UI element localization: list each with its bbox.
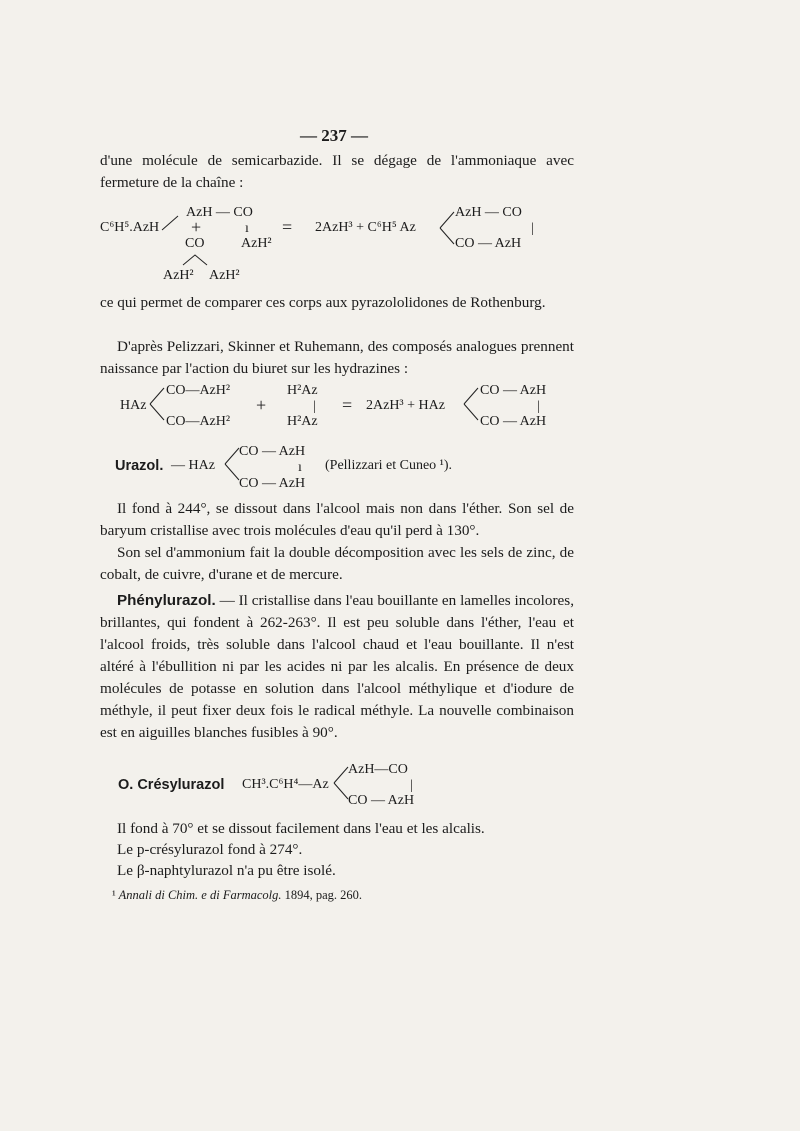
formula1-ring-bottom: CO — AzH	[455, 236, 522, 251]
cresylurazol-formula: CH³.C⁶H⁴—Az	[242, 777, 329, 792]
formula1-bottom-co: CO	[185, 236, 205, 251]
paragraph-phenylurazol	[100, 590, 574, 744]
cresylurazol-bar: |	[410, 778, 413, 793]
formula1-bottom-azh2: AzH²	[241, 236, 272, 251]
formula2-product: 2AzH³ + HAz	[366, 398, 445, 413]
formula1-bar: ı	[245, 221, 249, 236]
intro-paragraph: d'une molécule de semicarbazide. Il se dégage de l'ammoniaque avec fermeture de la chaîne :	[100, 152, 574, 191]
formula2-top: CO—AzH²	[166, 383, 231, 398]
page-number: — 237 —	[300, 126, 368, 145]
paragraph-cresylurazol-melting: Il fond à 70° et se dissout facilement dans l'eau et les alcalis.	[117, 820, 485, 837]
formula2-bottom: CO—AzH²	[166, 414, 231, 429]
formula-semicarbazide	[100, 200, 580, 290]
paragraph-p-cresylurazol: Le p-crésylurazol fond à 274°.	[117, 841, 303, 858]
cresylurazol-name: O. Crésylurazol	[118, 777, 225, 793]
formula2-h2az-top: H²Az	[287, 383, 318, 398]
formula2-ring-bonds	[462, 384, 482, 424]
formula2-bar: |	[313, 399, 316, 414]
footnote-source: Annali di Chim. e di Farmacolg.	[118, 888, 282, 902]
formula-biuret	[100, 380, 580, 430]
formula2-ring-bar: |	[537, 399, 540, 414]
formula-cresylurazol	[118, 760, 538, 810]
formula-urazol	[115, 440, 535, 494]
urazol-top: CO — AzH	[239, 444, 306, 459]
paragraph-rothenburg: ce qui permet de comparer ces corps aux pyrazololidones de Rothenburg.	[100, 294, 546, 311]
formula1-plus: +	[191, 217, 202, 237]
footnote-details: 1894, pag. 260.	[284, 888, 363, 902]
urazol-name: Urazol.	[115, 458, 164, 474]
urazol-dash: — HAz	[171, 458, 215, 473]
formula1-product: 2AzH³ + C⁶H⁵ Az	[315, 220, 416, 235]
paragraph-ammonium-salt: Son sel d'ammonium fait la double décomposition avec les sels de zinc, de cobalt, de cuivre, d'urane et de mercure.	[100, 544, 574, 583]
formula2-ring-bottom: CO — AzH	[480, 414, 547, 429]
formula2-ring-top: CO — AzH	[480, 383, 547, 398]
formula1-ring-top: AzH — CO	[455, 205, 522, 220]
formula2-bonds	[148, 384, 168, 424]
formula1-lower-right: AzH²	[209, 268, 240, 283]
phenylurazol-name: Phénylurazol.	[117, 592, 216, 609]
urazol-reference: (Pellizzari et Cuneo ¹).	[325, 458, 453, 473]
formula2-h2az-bottom: H²Az	[287, 414, 318, 429]
formula1-wedge	[183, 253, 213, 267]
paragraph-pelizzari: D'après Pelizzari, Skinner et Ruhemann, des composés analogues prennent naissance par l'action du biuret sur les hydrazines :	[100, 338, 574, 377]
formula2-plus: +	[256, 395, 267, 415]
footnote-mark: ¹	[112, 888, 116, 902]
phenylurazol-text: — Il cristallise dans l'eau bouillante en lamelles incolores, brillantes, qui fondent à 262-263°. Il est peu soluble dans l'éther, l'eau et l'alcool froids, très soluble dans l'alcool chaud et l'eau bouillante. Il n'est altéré à l'ébullition ni par les acides ni par les alcalis. En présence de deux molécules de potasse en solution dans l'alcool méthylique et d'iodure de méthyle, il peut fixer deux fois le radical méthyle. La nouvelle combinaison est en aiguilles blanches fusibles à 90°.	[100, 592, 574, 741]
cresylurazol-top: AzH—CO	[348, 762, 408, 777]
cresylurazol-bottom: CO — AzH	[348, 793, 415, 808]
formula1-equals: =	[282, 217, 293, 237]
paragraph-naphtylurazol: Le β-naphtylurazol n'a pu être isolé.	[117, 862, 336, 879]
footnote	[112, 888, 362, 903]
formula1-ring-bar: |	[531, 221, 534, 236]
formula1-left-group: C⁶H⁵.AzH	[100, 220, 160, 235]
formula1-bond-up	[162, 214, 182, 234]
urazol-bar: ı	[298, 460, 302, 475]
paragraph-urazol-properties: Il fond à 244°, se dissout dans l'alcool mais non dans l'éther. Son sel de baryum cristallise avec trois molécules d'eau qu'il perd à 130°.	[100, 500, 574, 539]
formula2-left: HAz	[120, 398, 147, 413]
formula1-top: AzH — CO	[186, 205, 253, 220]
urazol-bottom: CO — AzH	[239, 476, 306, 491]
formula1-lower-left: AzH²	[163, 268, 194, 283]
formula2-equals: =	[342, 395, 353, 415]
